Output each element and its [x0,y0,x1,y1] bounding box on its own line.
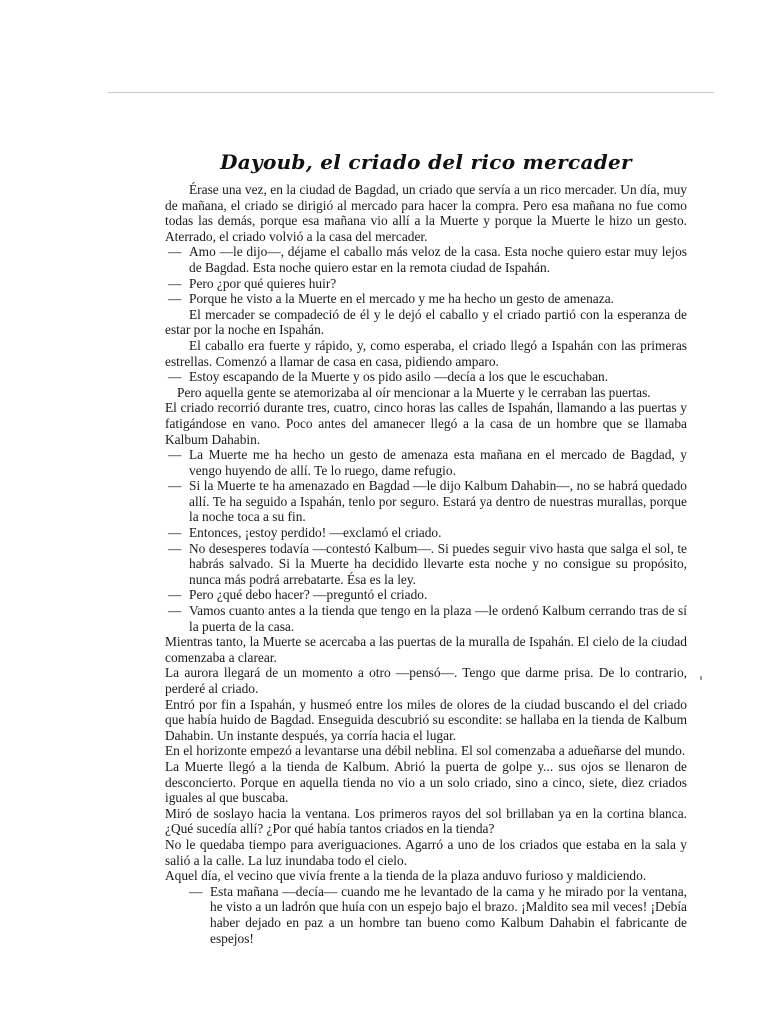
dialogue-text: Porque he visto a la Muerte en el mercado y me ha hecho un gesto de amenaza. [189,291,614,307]
dialogue-dash: — [189,883,203,899]
dialogue-dash: — [168,447,182,463]
dialogue-line [168,291,687,307]
top-rule [108,92,714,93]
dialogue-text: No desesperes todavía —contestó Kalbum—. Si puedes seguir vivo hasta que salga el sol, te habrás salvado. Si la Muerte ha decidido llevarte esta noche y no consigue su propósito, nunca más podrá arrebatarte. Ésa es la ley. [189,540,687,587]
dialogue-text: Si la Muerte te ha amenazado en Bagdad —le dijo Kalbum Dahabin—, no se habrá quedado allí. Te ha seguido a Ispahán, tenlo por seguro. Estará ya dentro de nuestras murallas, porque la noche toca a su fin. [189,478,687,525]
dialogue-dash: — [168,478,182,494]
narrative-paragraph: El mercader se compadeció de él y le dejó el caballo y el criado partió con la esperanza de estar por la noche en Ispahán. [165,306,687,338]
dialogue-text: Amo —le dijo—, déjame el caballo más veloz de la casa. Esta noche quiero estar muy lejos de Bagdad. Esta noche quiero estar en la remota ciudad de Ispahán. [189,244,687,275]
dialogue-text: Esta mañana —decía— cuando me he levantado de la cama y he mirado por la ventana, he visto a un ladrón que huía con un espejo bajo el brazo. ¡Maldito sea mil veces! ¡Debía haber dejado en paz a un hombre tan bueno como Kalbum Dahabin el fabricante de espejos! [210,883,687,946]
dialogue-line [168,276,687,292]
narrative-paragraph: La aurora llegará de un momento a otro —pensó—. Tengo que darme prisa. De lo contrario, perderé al criado. [165,665,687,696]
narrative-paragraph: Entró por fin a Ispahán, y husmeó entre los miles de olores de la ciudad buscando el del criado que había huido de Bagdad. Enseguida descubrió su escondite: se hallaba en la tienda de Kalbum Dahabin. Un instante después, ya corría hacia el lugar. [165,696,687,743]
dialogue-text: Pero ¿qué debo hacer? —preguntó el criado. [189,587,428,603]
dialogue-line [168,447,687,478]
narrative-paragraph: No le quedaba tiempo para averiguaciones. Agarró a uno de los criados que estaba en la sala y salió a la calle. La luz inundaba todo el cielo. [165,836,687,868]
narrative-paragraph: Aquel día, el vecino que vivía frente a la tienda de la plaza anduvo furioso y maldiciendo. [165,868,647,884]
story-title: Dayoub, el criado del rico mercader [220,150,632,174]
dialogue-line [168,525,687,541]
dialogue-line [168,244,687,275]
narrative-paragraph: El criado recorrió durante tres, cuatro, cinco horas las calles de Ispahán, llamando a las puertas y fatigándose en vano. Poco antes del amanecer llegó a la casa de un hombre que se llamaba Kalbum Dahabin. [165,400,687,447]
dialogue-line [168,541,687,588]
dialogue-dash: — [168,244,182,260]
story-body [165,182,687,946]
dialogue-text: Estoy escapando de la Muerte y os pido asilo —decía a los que le escuchaban. [189,369,609,385]
dialogue-text: La Muerte me ha hecho un gesto de amenaza esta mañana en el mercado de Bagdad, y vengo huyendo de allí. Te lo ruego, dame refugio. [189,447,687,478]
document-page [165,150,687,946]
dialogue-dash: — [168,525,182,541]
narrative-paragraph: El caballo era fuerte y rápido, y, como esperaba, el criado llegó a Ispahán con las primeras estrellas. Comenzó a llamar de casa en casa, pidiendo amparo. [165,337,687,369]
dialogue-dash: — [168,540,182,556]
dialogue-line [168,587,687,603]
narrative-paragraph: Érase una vez, en la ciudad de Bagdad, un criado que servía a un rico mercader. Un día, muy de mañana, el criado se dirigió al mercado para hacer la compra. Pero esa mañana no fue como todas las demás, porque esa mañana vio allí a la Muerte y porque la Muerte le hizo un gesto. Aterrado, el criado volvió a la casa del mercader. [165,182,687,244]
narrative-paragraph: La Muerte llegó a la tienda de Kalbum. Abrió la puerta de golpe y... sus ojos se llenaron de desconcierto. Porque en aquella tienda no vio a un solo criado, sino a cinco, siete, diez criados iguales al que buscaba. [165,758,687,806]
narrative-paragraph: Miró de soslayo hacia la ventana. Los primeros rayos del sol brillaban ya en la cortina blanca. ¿Qué sucedía allí? ¿Por qué había tantos criados en la tienda? [165,805,687,837]
dialogue-text: Entonces, ¡estoy perdido! —exclamó el criado. [189,525,442,541]
dialogue-text: Vamos cuanto antes a la tienda que tengo en la plaza —le ordenó Kalbum cerrando tras de sí la puerta de la casa. [189,603,687,634]
dialogue-line [168,478,687,525]
dialogue-dash: — [168,291,182,307]
dialogue-dash: — [168,275,182,291]
dialogue-line [189,884,687,946]
dialogue-dash: — [168,369,182,385]
narrative-paragraph: Pero aquella gente se atemorizaba al oír mencionar a la Muerte y le cerraban las puertas. [177,384,651,400]
dialogue-text: Pero ¿por qué quieres huir? [189,275,337,291]
narrative-paragraph: En el horizonte empezó a levantarse una débil neblina. El sol comenzaba a adueñarse del mundo. [165,743,686,759]
dialogue-line [168,369,687,385]
dialogue-line [168,603,687,634]
narrative-paragraph: Mientras tanto, la Muerte se acercaba a las puertas de la muralla de Ispahán. El cielo de la ciudad comenzaba a clarear. [165,634,687,665]
scan-speck [700,676,702,680]
dialogue-dash: — [168,603,182,619]
dialogue-dash: — [168,587,182,603]
